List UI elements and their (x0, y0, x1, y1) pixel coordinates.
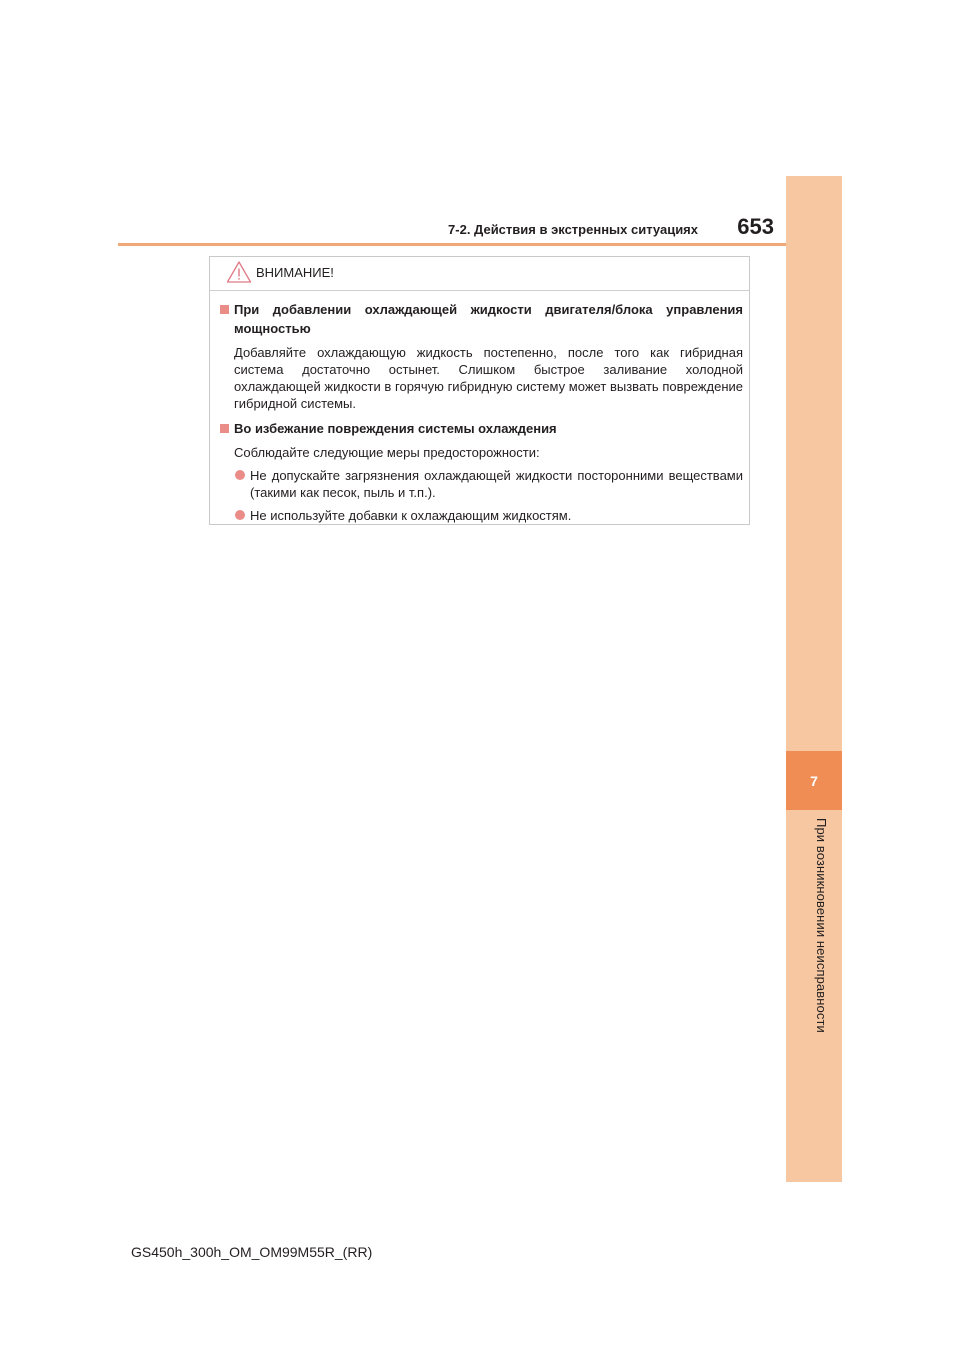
bullet-item (217, 507, 743, 524)
circle-bullet-icon (235, 510, 245, 520)
heading-text: Во избежание повреждения системы охлаждения (234, 421, 557, 436)
square-bullet-icon (220, 424, 229, 433)
caution-label: ВНИМАНИЕ! (256, 265, 334, 280)
square-bullet-icon (220, 305, 229, 314)
heading-text: При добавлении охлаждающей жидкости двигателя/блока управления мощностью (234, 302, 743, 336)
header-rule (118, 243, 786, 246)
caution-paragraph: Соблюдайте следующие меры предосторожности: (234, 445, 540, 460)
bullet-text: Не используйте добавки к охлаждающим жидкостям. (250, 508, 572, 523)
footer-document-id: GS450h_300h_OM_OM99M55R_(RR) (131, 1244, 373, 1260)
caution-box (209, 256, 750, 525)
caution-heading-coolant-adding (217, 300, 743, 338)
chapter-number: 7 (786, 751, 842, 810)
circle-bullet-icon (235, 470, 245, 480)
caution-paragraph: Добавляйте охлаждающую жидкость постепенно, после того как гибридная система достаточно остынет. Слишком быстрое заливание холодной охлаждающей жидкости в горячую гибридную систему может вызвать повреждение гибридной системы. (234, 345, 743, 411)
warning-triangle-icon (226, 260, 252, 284)
caution-heading-cooling-damage (217, 419, 743, 438)
caution-content (217, 300, 743, 524)
chapter-title: При возникновении неисправности (814, 818, 829, 1033)
section-title: 7-2. Действия в экстренных ситуациях (448, 222, 698, 237)
bullet-text: Не допускайте загрязнения охлаждающей жидкости посторонними веществами (такими как песок, пыль и т.п.). (250, 468, 743, 500)
caution-header (210, 257, 749, 291)
bullet-item (217, 467, 743, 501)
page-number: 653 (737, 214, 774, 239)
